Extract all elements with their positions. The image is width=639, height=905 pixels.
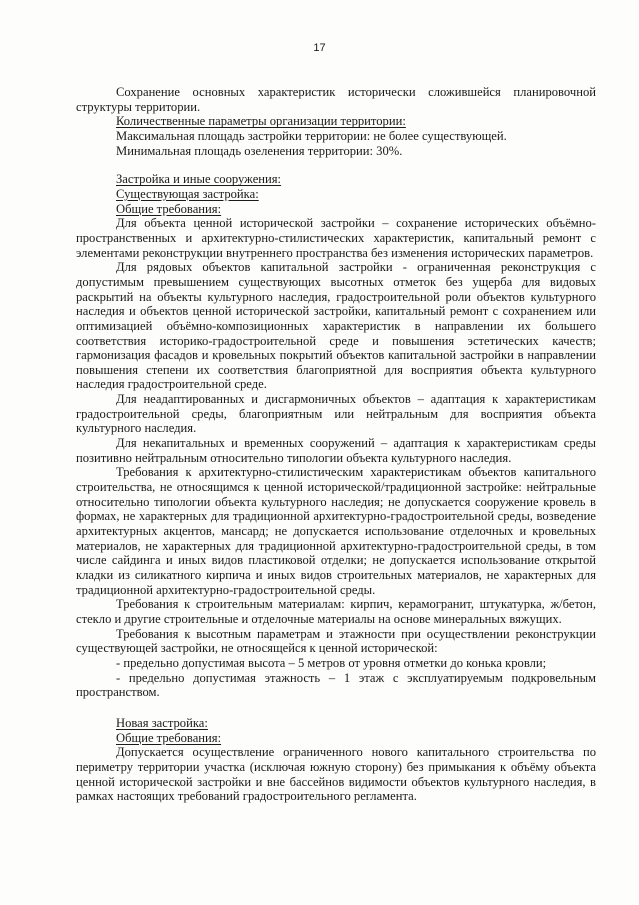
paragraph-style-requirements: Требования к архитектурно-стилистическим характеристикам объектов капитального строительства, не относящимся к ценной исторической/традиционной застройке: нейтральные относительно типологии объекта культурного наследия; не допускается сооружение кровель в формах, не характерных для традиционной архитектурно-градостроительной среды, возведение архитектурных акцентов, мансард; не допускается использование отделочных и кровельных материалов, не характерных для традиционной архитектурно-градостроительной среды, в том числе сайдинга и иных видов пластиковой отделки; не допускается использование открытой кладки из силикатного кирпича и иных видов строительных материалов, не характерных для традиционной архитектурно-градостроительной среды.	[76, 465, 596, 597]
heading-general-requirements: Общие требования:	[116, 201, 222, 216]
paragraph-temporary-structures: Для некапитальных и временных сооружений – адаптация к характеристикам среды позитивно нейтральным относительно типологии объекта культурного наследия.	[76, 436, 596, 465]
heading-buildings: Застройка и иные сооружения:	[116, 172, 282, 187]
document-body	[76, 85, 596, 804]
heading-existing-buildings: Существующая застройка:	[116, 186, 259, 201]
paragraph-height-requirements: Требования к высотным параметрам и этажности при осуществлении реконструкции существующей застройки, не относящейся к ценной исторической:	[76, 626, 596, 656]
line-min-greenery: Минимальная площадь озеленения территории: 30%.	[116, 143, 403, 158]
paragraph-dissonant-objects: Для неадаптированных и дисгармоничных объектов – адаптация к характеристикам градостроительной среды, благоприятным или нейтральным для восприятия объекта культурного наследия.	[76, 392, 596, 436]
paragraph-structure: Сохранение основных характеристик исторически сложившейся планировочной структуры территории.	[76, 85, 596, 114]
heading-quantitative-params: Количественные параметры организации территории:	[116, 114, 406, 129]
bullet-max-floors: - предельно допустимая этажность – 1 этаж с эксплуатируемым подкровельным пространством.	[76, 670, 596, 700]
heading-new-buildings: Новая застройка:	[116, 715, 208, 730]
line-max-area: Максимальная площадь застройки территории: не более существующей.	[116, 128, 507, 143]
paragraph-new-construction: Допускается осуществление ограниченного нового капитального строительства по периметру территории участка (исключая южную сторону) без примыкания к объёму объекта ценной исторической застройки и вне бассейнов видимости объектов культурного наследия, в рамках настоящих требований градостроительного регламента.	[76, 745, 596, 804]
paragraph-valuable-buildings: Для объекта ценной исторической застройки – сохранение исторических объёмно-пространственных и архитектурно-стилистических характеристик, капитальный ремонт с элементами реконструкции внутреннего пространства без изменения исторических параметров.	[76, 216, 596, 260]
paragraph-ordinary-buildings: Для рядовых объектов капитальной застройки - ограниченная реконструкция с допустимым превышением существующих высотных отметок без ущерба для видовых раскрытий на объекты культурного наследия, градостроительной роли объектов культурного наследия и объектов ценной исторической застройки, капитальный ремонт с сохранением или оптимизацией объёмно-композиционных характеристик в направлении их большего соответствия историко-градостроительной среде и повышения эстетических качеств; гармонизация фасадов и кровельных покрытий объектов капитальной застройки в направлении повышения степени их соответствия благоприятной для восприятия объекта культурного наследия градостроительной среде.	[76, 260, 596, 392]
heading-general-requirements-new: Общие требования:	[116, 730, 222, 745]
page-number: 17	[313, 42, 326, 54]
bullet-max-height: - предельно допустимая высота – 5 метров от уровня отметки до конька кровли;	[116, 655, 547, 670]
paragraph-materials: Требования к строительным материалам: кирпич, керамогранит, штукатурка, ж/бетон, стекло и другие строительные и отделочные материалы на основе минеральных вяжущих.	[76, 597, 596, 626]
